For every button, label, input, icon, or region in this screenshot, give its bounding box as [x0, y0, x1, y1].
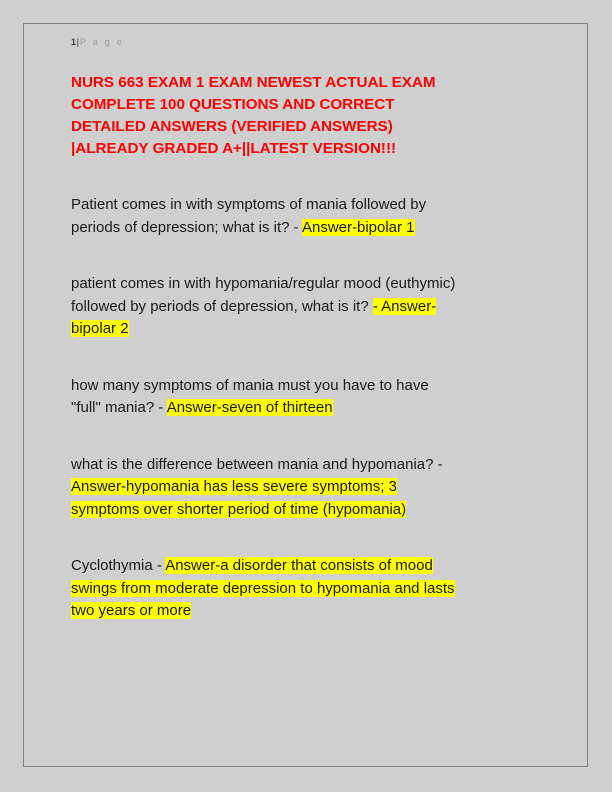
- qa-line: [71, 375, 549, 398]
- page-header: [71, 36, 124, 48]
- qa-line: [71, 555, 549, 578]
- qa-line: [71, 273, 549, 296]
- document-body: [71, 72, 551, 623]
- qa-block: [71, 194, 549, 239]
- question-text: Cyclothymia -: [71, 557, 166, 574]
- page-header-separator: |: [76, 37, 81, 47]
- document-title: [71, 72, 521, 160]
- question-text: what is the difference between mania and hypomania? -: [71, 455, 443, 473]
- title-line: DETAILED ANSWERS (VERIFIED ANSWERS): [71, 118, 393, 135]
- page-header-label: P a g e: [80, 37, 124, 47]
- qa-line: [71, 600, 549, 623]
- highlighted-answer-text: Answer-seven of thirteen: [166, 399, 333, 416]
- highlighted-answer-text: Answer-bipolar 1: [301, 218, 415, 236]
- page-number: 1: [71, 37, 77, 47]
- qa-block: [71, 273, 549, 341]
- qa-block: [71, 454, 549, 522]
- highlighted-answer-text: - Answer-: [372, 297, 437, 315]
- question-text: periods of depression; what is it? -: [71, 218, 302, 236]
- highlighted-answer-text: symptoms over shorter period of time (hypomania): [71, 500, 407, 518]
- title-line: COMPLETE 100 QUESTIONS AND CORRECT: [71, 96, 395, 113]
- highlighted-answer-text: two years or more: [71, 602, 192, 619]
- question-text: Patient comes in with symptoms of mania followed by: [71, 196, 427, 213]
- qa-line: [71, 194, 549, 217]
- qa-block: [71, 375, 549, 420]
- document-page: [23, 23, 588, 767]
- question-text: "full" mania? -: [71, 399, 167, 416]
- qa-line: [71, 454, 549, 477]
- qa-line: [71, 578, 549, 601]
- qa-line: [71, 318, 549, 341]
- qa-line: [71, 499, 549, 522]
- highlighted-answer-text: swings from moderate depression to hypomania and lasts: [71, 579, 455, 597]
- qa-block: [71, 555, 549, 623]
- question-text: patient comes in with hypomania/regular mood (euthymic): [71, 275, 456, 292]
- qa-block-list: [71, 194, 551, 623]
- qa-line: [71, 296, 549, 319]
- title-line: NURS 663 EXAM 1 EXAM NEWEST ACTUAL EXAM: [71, 74, 436, 91]
- qa-line: [71, 476, 549, 499]
- title-line: |ALREADY GRADED A+||LATEST VERSION!!!: [71, 140, 397, 157]
- qa-line: [71, 397, 549, 420]
- qa-line: [71, 217, 549, 240]
- highlighted-answer-text: Answer-hypomania has less severe symptoms; 3: [71, 478, 397, 495]
- highlighted-answer-text: Answer-a disorder that consists of mood: [165, 557, 433, 574]
- highlighted-answer-text: bipolar 2: [71, 320, 129, 337]
- question-text: followed by periods of depression, what is it?: [71, 297, 373, 315]
- question-text: how many symptoms of mania must you have to have: [71, 376, 429, 394]
